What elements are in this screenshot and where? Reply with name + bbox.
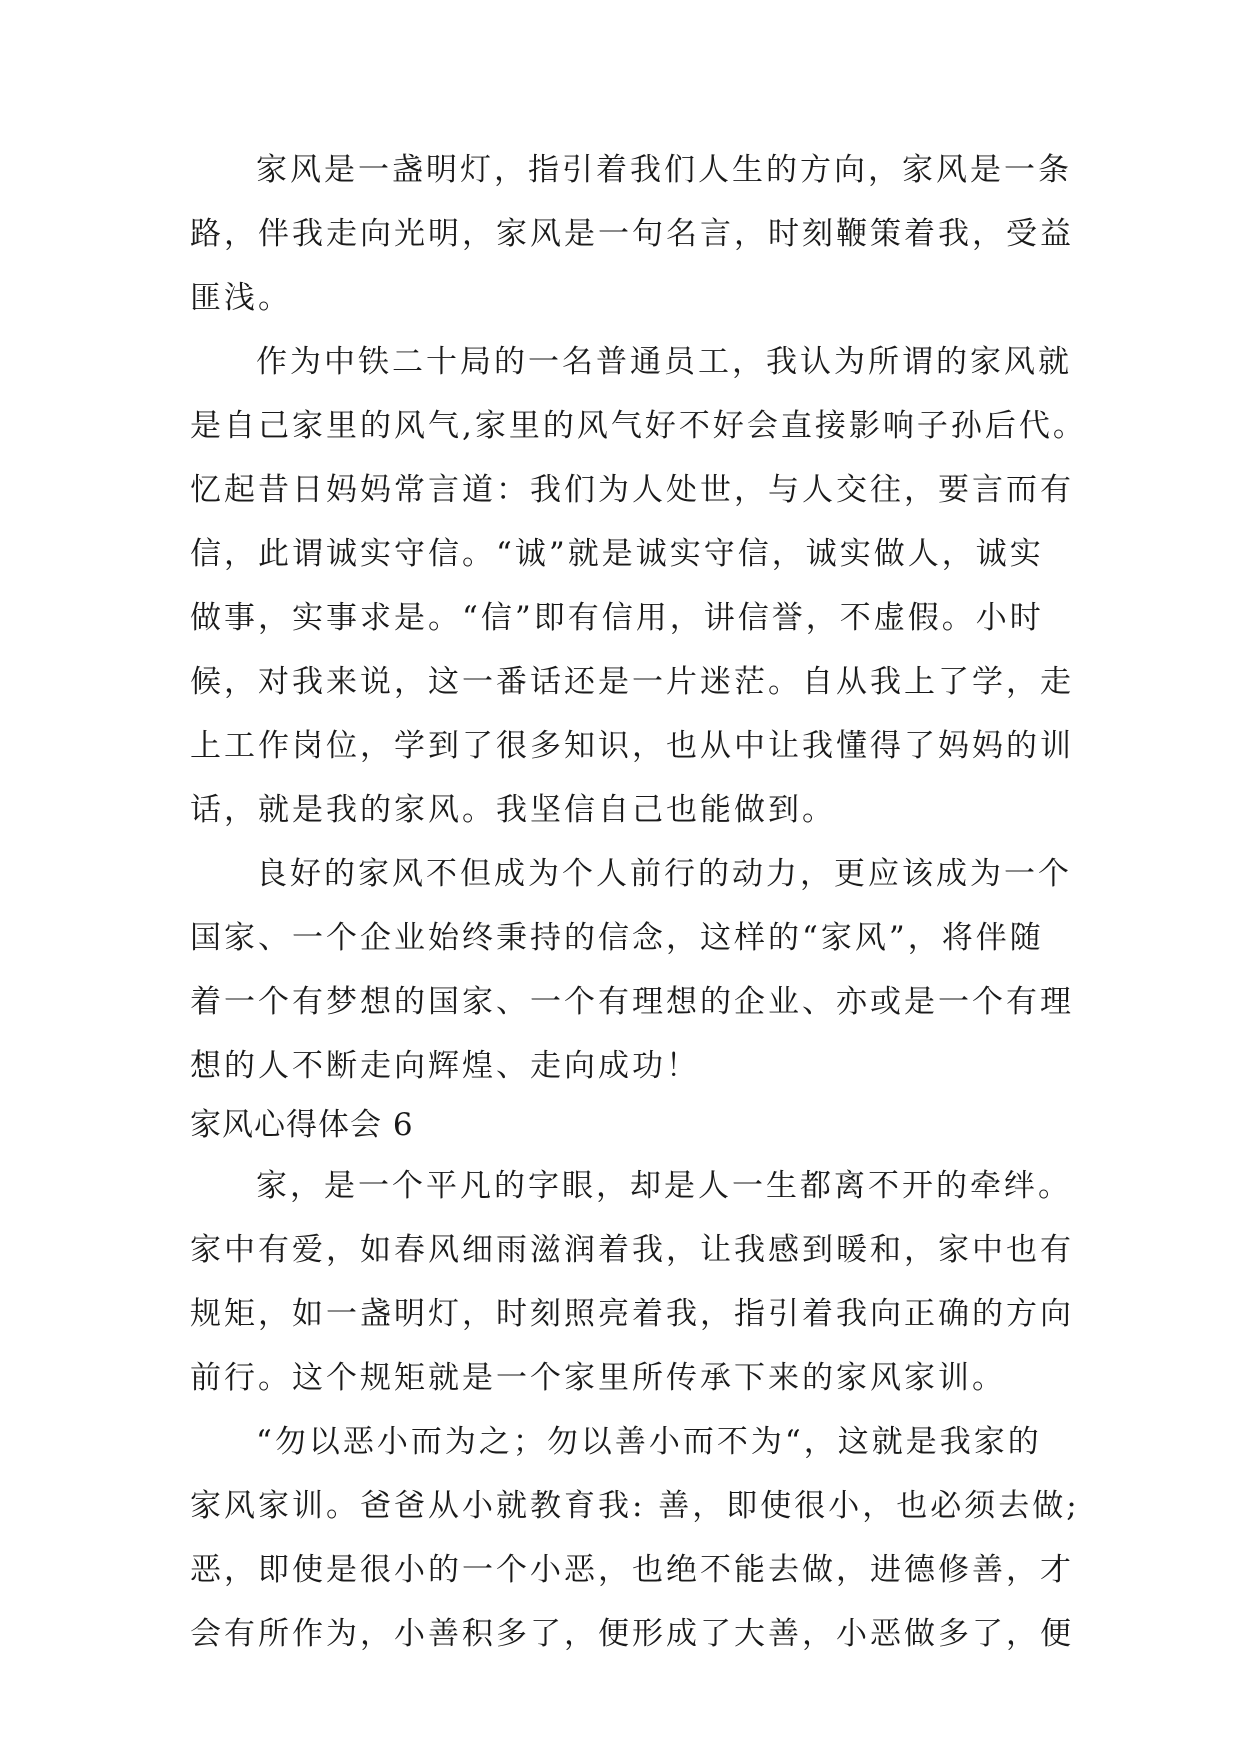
paragraph-line: 是自己家里的风气,家里的风气好不好会直接影响子孙后代。 bbox=[190, 408, 1087, 444]
paragraph-line: 恶，即使是很小的一个小恶，也绝不能去做，进德修善，才 bbox=[190, 1552, 1074, 1588]
paragraph-line: 路，伴我走向光明，家风是一句名言，时刻鞭策着我，受益 bbox=[190, 216, 1074, 252]
paragraph-line: 话，就是我的家风。我坚信自己也能做到。 bbox=[190, 792, 836, 828]
paragraph-line: 家，是一个平凡的字眼，却是人一生都离不开的牵绊。 bbox=[256, 1168, 1072, 1204]
paragraph-line: 忆起昔日妈妈常言道：我们为人处世，与人交往，要言而有 bbox=[190, 472, 1074, 508]
paragraph-line: 良好的家风不但成为个人前行的动力，更应该成为一个 bbox=[256, 856, 1072, 892]
paragraph-line: 会有所作为，小善积多了，便形成了大善，小恶做多了，便 bbox=[190, 1616, 1074, 1652]
paragraph-line: 匪浅。 bbox=[190, 280, 292, 316]
paragraph-line: 家中有爱，如春风细雨滋润着我，让我感到暖和，家中也有 bbox=[190, 1232, 1074, 1268]
paragraph-line: 想的人不断走向辉煌、走向成功！ bbox=[190, 1048, 700, 1084]
paragraph-line: 家风家训。爸爸从小就教育我: 善，即使很小，也必须去做; bbox=[190, 1488, 1080, 1524]
paragraph-line: 做事，实事求是。“信”即有信用，讲信誉，不虚假。小时 bbox=[190, 600, 1044, 636]
paragraph-line: 候，对我来说，这一番话还是一片迷茫。自从我上了学，走 bbox=[190, 664, 1074, 700]
paragraph-line: 着一个有梦想的国家、一个有理想的企业、亦或是一个有理 bbox=[190, 984, 1074, 1020]
paragraph-line: 家风是一盏明灯，指引着我们人生的方向，家风是一条 bbox=[256, 152, 1072, 188]
paragraph-line: 信，此谓诚实守信。“诚”就是诚实守信，诚实做人，诚实 bbox=[190, 536, 1044, 572]
paragraph-line: 国家、一个企业始终秉持的信念，这样的“家风”，将伴随 bbox=[190, 920, 1044, 956]
section-heading: 家风心得体会 6 bbox=[190, 1107, 414, 1143]
paragraph-line: 规矩，如一盏明灯，时刻照亮着我，指引着我向正确的方向 bbox=[190, 1296, 1074, 1332]
paragraph-line: 前行。这个规矩就是一个家里所传承下来的家风家训。 bbox=[190, 1360, 1006, 1396]
paragraph-line: 上工作岗位，学到了很多知识，也从中让我懂得了妈妈的训 bbox=[190, 728, 1074, 764]
paragraph-line: “勿以恶小而为之；勿以善小而不为“，这就是我家的 bbox=[256, 1424, 1042, 1460]
paragraph-line: 作为中铁二十局的一名普通员工，我认为所谓的家风就 bbox=[256, 344, 1072, 380]
